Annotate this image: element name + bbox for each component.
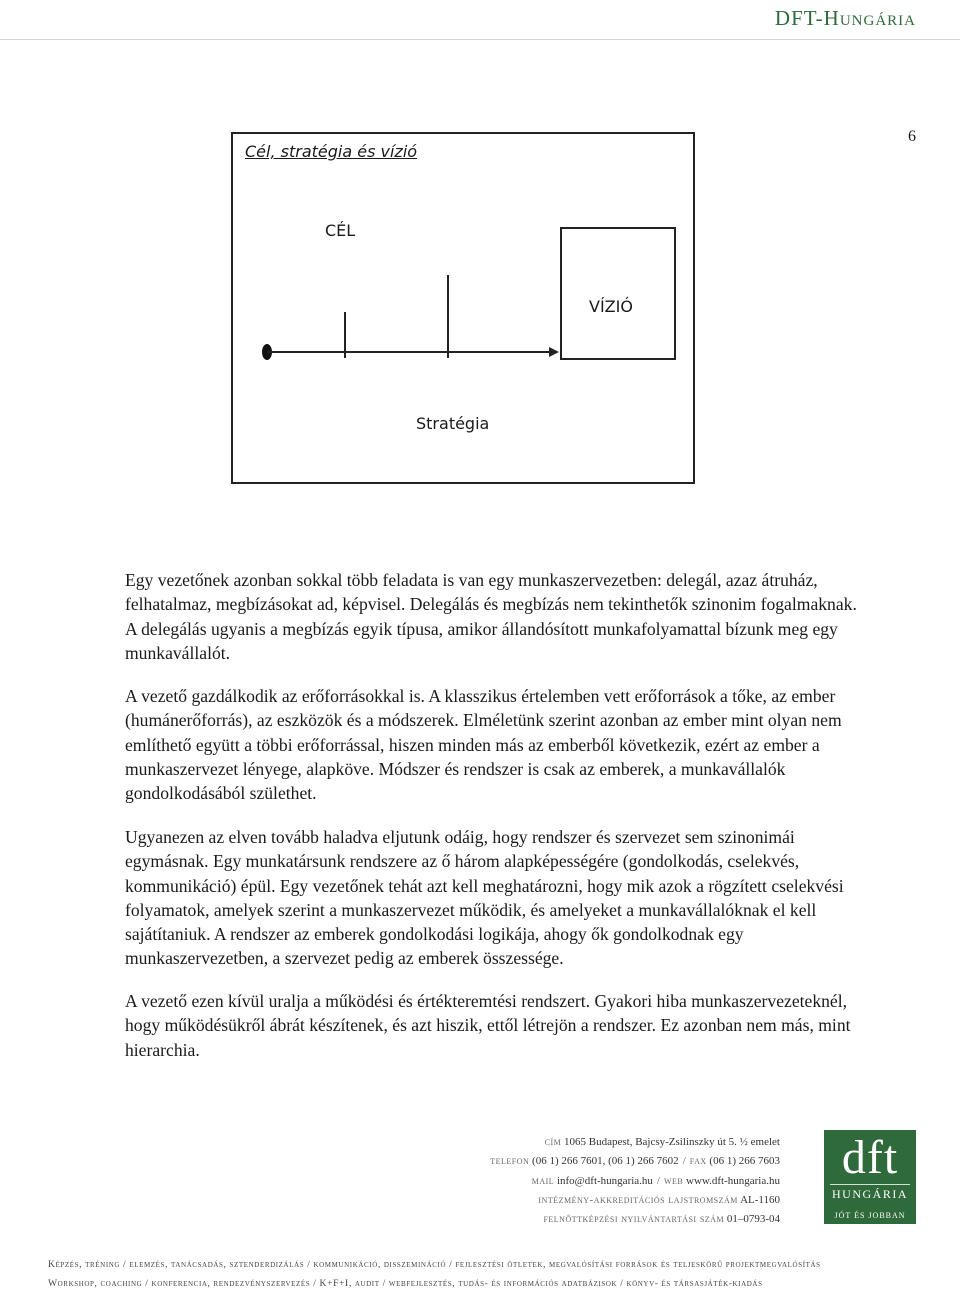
paragraph-delegation: Egy vezetőnek azonban sokkal több feladata is van egy munkaszervezetben: delegál, azaz átruház, felhatalmaz, megbízásokat ad, képvisel. Delegálás és megbízás nem tekinthetők szinonim fogalmaknak. A delegálás ugyanis a megbízás egyik típusa, amikor állandósított munkafolyamattal bízunk meg egy munkavállalót. — [125, 570, 857, 663]
goal-strategy-vision-diagram — [231, 132, 695, 484]
accreditation-line: intézmény-akkreditációs lajstromszám AL-1160 — [538, 1193, 780, 1206]
paragraph-system-organization: Ugyanezen az elven tovább haladva eljutunk odáig, hogy rendszer és szervezet sem szinonimái egymásnak. Egy munkatársunk rendszere az ő három alapképességére (gondolkodás, cselekvés, kommunikáció) épül. Egy vezetőnek tehát azt kell meghatározni, hogy mik azok a rögzített cselekvési folyamatok, amelyek szerint a munkaszervezet működik, és amelyeket a munkavállalóknak el kell sajátítaniuk. A rendszer az emberek gondolkodási logikája, ahogy ők gondolkodnak egy munkaszervezetben, a szervezet pedig az emberek összessége. — [125, 827, 844, 969]
paragraph-operating-system: A vezető ezen kívül uralja a működési és értékteremtési rendszert. Gyakori hiba munkaszervezeteknél, hogy működésükről ábrát készítenek, és azt hiszik, ettől létrejön a rendszer. Ez azonban nem más, mint hierarchia. — [125, 991, 851, 1060]
arrow-head — [549, 347, 559, 357]
header-divider — [0, 39, 960, 40]
registration-line: felnőttképzési nyilvántartási szám 01–0793-04 — [543, 1213, 780, 1226]
mail-web-line: mail info@dft-hungaria.hu / web www.dft-hungaria.hu — [531, 1174, 780, 1187]
dft-hungaria-logo: dft HUNGÁRIA JÓT ÉS JOBBAN — [824, 1130, 916, 1224]
footer-services-line-1: Képzés, tréning / elemzés, tanácsadás, sztenderdizálás / kommunikáció, disszemináció / fejlesztési ötletek, megvalósítási források és teljeskörű projektmegvalósítás — [48, 1259, 821, 1270]
page-number: 6 — [908, 128, 916, 145]
brand-name: DFT-Hungária — [774, 6, 916, 30]
footer-services-line-2: Workshop, coaching / konferencia, rendezvényszervezés / K+F+I, audit / webfejlesztés, tudás- és információs adatbázisok / könyv- és társasjáték-kiadás — [48, 1278, 763, 1289]
strategy-arrow — [233, 134, 693, 482]
strategy-label: Stratégia — [416, 414, 490, 433]
phone-line: telefon (06 1) 266 7601, (06 1) 266 7602 / fax (06 1) 266 7603 — [490, 1155, 780, 1168]
website-link[interactable]: www.dft-hungaria.hu — [686, 1174, 780, 1187]
paragraph-resources: A vezető gazdálkodik az erőforrásokkal is. A klasszikus értelemben vett erőforrások a tőke, az ember (humánerőforrás), az eszközök és a módszerek. Elméletünk szerint azonban az ember mint olyan nem említhető együtt a többi erőforrással, hiszen minden más az emberből következik, ezért az ember a munkaszervezet lényege, alapköve. Módszer és rendszer is csak az emberek, a munkavállalók gondolkodásából születhet. — [125, 686, 842, 804]
vision-label: VÍZIÓ — [589, 297, 633, 316]
goal-label: CÉL — [325, 221, 356, 240]
contact-block — [470, 1133, 780, 1229]
email-link[interactable]: info@dft-hungaria.hu — [556, 1174, 653, 1187]
diagram-title: Cél, stratégia és vízió — [245, 142, 418, 161]
address-line: cím 1065 Budapest, Bajcsy-Zsilinszky út 5. ½ emelet — [544, 1136, 780, 1148]
